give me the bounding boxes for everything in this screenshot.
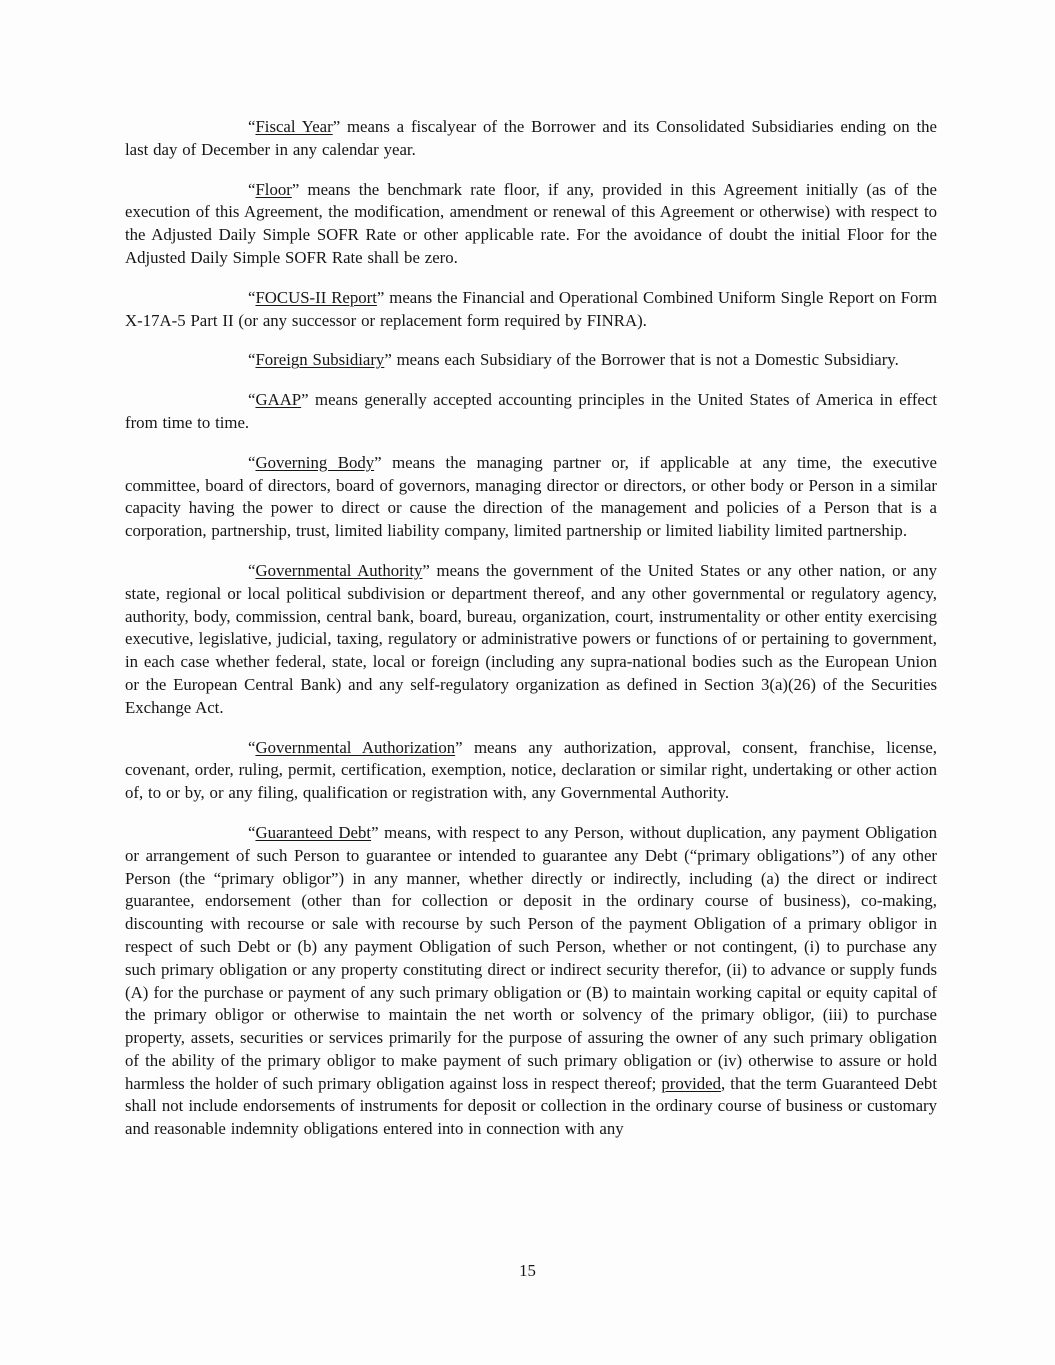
paragraph-text: ” means each Subsidiary of the Borrower that is not a Domestic Subsidiary. — [384, 350, 899, 370]
definition-paragraph — [125, 349, 937, 372]
paragraph-text: “ — [248, 287, 256, 307]
defined-term: GAAP — [255, 390, 302, 410]
paragraph-text: “ — [248, 737, 256, 757]
paragraph-text: ” means generally accepted accounting principles in the United States of America in effect from time to time. — [125, 390, 937, 432]
paragraph-text: ” means the Financial and Operational Combined Uniform Single Report on Form X-17A-5 Part II (or any successor or replacement form required by FINRA). — [125, 287, 938, 330]
page-number: 15 — [519, 1261, 536, 1280]
definition-paragraph — [125, 737, 937, 805]
definition-paragraph — [125, 389, 937, 435]
definition-paragraph — [125, 179, 937, 270]
paragraph-text: ” means a fiscalyear of the Borrower and its Consolidated Subsidiaries ending on the last day of December in any calendar year. — [125, 117, 937, 159]
definition-paragraph — [125, 116, 937, 162]
paragraph-text: “ — [248, 179, 256, 199]
paragraph-text: “ — [248, 452, 256, 472]
paragraph-text: , that the term Guaranteed Debt shall not include endorsements of instruments for deposit or collection in the ordinary course of business or customary and reasonable indemnity obligations entered into in connection with any — [125, 1073, 937, 1139]
paragraph-text: “ — [248, 350, 256, 370]
defined-term: Foreign Subsidiary — [255, 350, 385, 370]
definition-paragraph — [125, 287, 937, 333]
defined-term: Guaranteed Debt — [255, 822, 372, 842]
defined-term: Governmental Authority — [255, 560, 423, 580]
paragraph-text: ” means the managing partner or, if applicable at any time, the executive committee, board of directors, board of governors, managing director or directors, or other body or Person in a similar capacity having the power to direct or cause the direction of the management and policies of a Person that is a corporation, partnership, trust, limited liability company, limited partnership or limited liability limited partnership. — [125, 452, 937, 541]
defined-term: Fiscal Year — [255, 117, 333, 136]
paragraph-text: “ — [248, 390, 256, 410]
definition-paragraph — [125, 452, 937, 543]
defined-term: provided — [661, 1073, 721, 1093]
definition-paragraph — [125, 560, 937, 720]
defined-term: Governmental Authorization — [255, 737, 456, 757]
definition-paragraph — [125, 822, 937, 1141]
defined-term: Governing Body — [255, 452, 375, 472]
paragraph-text: “ — [248, 560, 256, 580]
defined-term: Floor — [255, 179, 292, 199]
paragraph-text: ” means the benchmark rate floor, if any, provided in this Agreement initially (as of the execution of this Agreement, the modification, amendment or renewal of this Agreement or otherwise) with respect to the Adjusted Daily Simple SOFR Rate or other applicable rate. For the avoidance of doubt the initial Floor for the Adjusted Daily Simple SOFR Rate shall be zero. — [125, 179, 937, 267]
document-body — [125, 116, 937, 1141]
paragraph-text: ” means, with respect to any Person, without duplication, any payment Obligation or arrangement of such Person to guarantee or intended to guarantee any Debt (“primary obligations”) of any other Person (the “primary obligor”) in any manner, whether directly or indirectly, including (a) the direct or indirect guarantee, endorsement (other than for collection or deposit in the ordinary course of business), co-making, discounting with recourse or sale with recourse by such Person of the payment Obligation of a primary obligor in respect of such Debt or (b) any payment Obligation of such Person, whether or not contingent, (i) to purchase any such primary obligation or any property constituting direct or indirect security therefor, (ii) to advance or supply funds (A) for the purchase or payment of any such primary obligation or (B) to maintain working capital or equity capital of the primary obligor or otherwise to maintain the net worth or solvency of the primary obligor, (iii) to purchase property, assets, securities or services primarily for the purpose of assuring the owner of any such primary obligation of the ability of the primary obligor to make payment of such primary obligation or (iv) otherwise to assure or hold harmless the holder of such primary obligation against loss in respect thereof; — [125, 822, 937, 1093]
defined-term: FOCUS-II Report — [255, 287, 377, 307]
paragraph-text: “ — [248, 822, 256, 842]
paragraph-text: ” means any authorization, approval, consent, franchise, license, covenant, order, ruling, permit, certification, exemption, notice, declaration or similar right, undertaking or other action of, to or by, or any filing, qualification or registration with, any Governmental Authority. — [125, 737, 937, 803]
paragraph-text: ” means the government of the United States or any other nation, or any state, regional or local political subdivision or department thereof, and any other governmental or regulatory agency, authority, body, commission, central bank, board, bureau, organization, court, instrumentality or other entity exercising executive, legislative, judicial, taxing, regulatory or administrative powers or functions of or pertaining to government, in each case whether federal, state, local or foreign (including any supra-national bodies such as the European Union or the European Central Bank) and any self-regulatory organization as defined in Section 3(a)(26) of the Securities Exchange Act. — [125, 560, 937, 717]
paragraph-text: “ — [248, 117, 256, 136]
